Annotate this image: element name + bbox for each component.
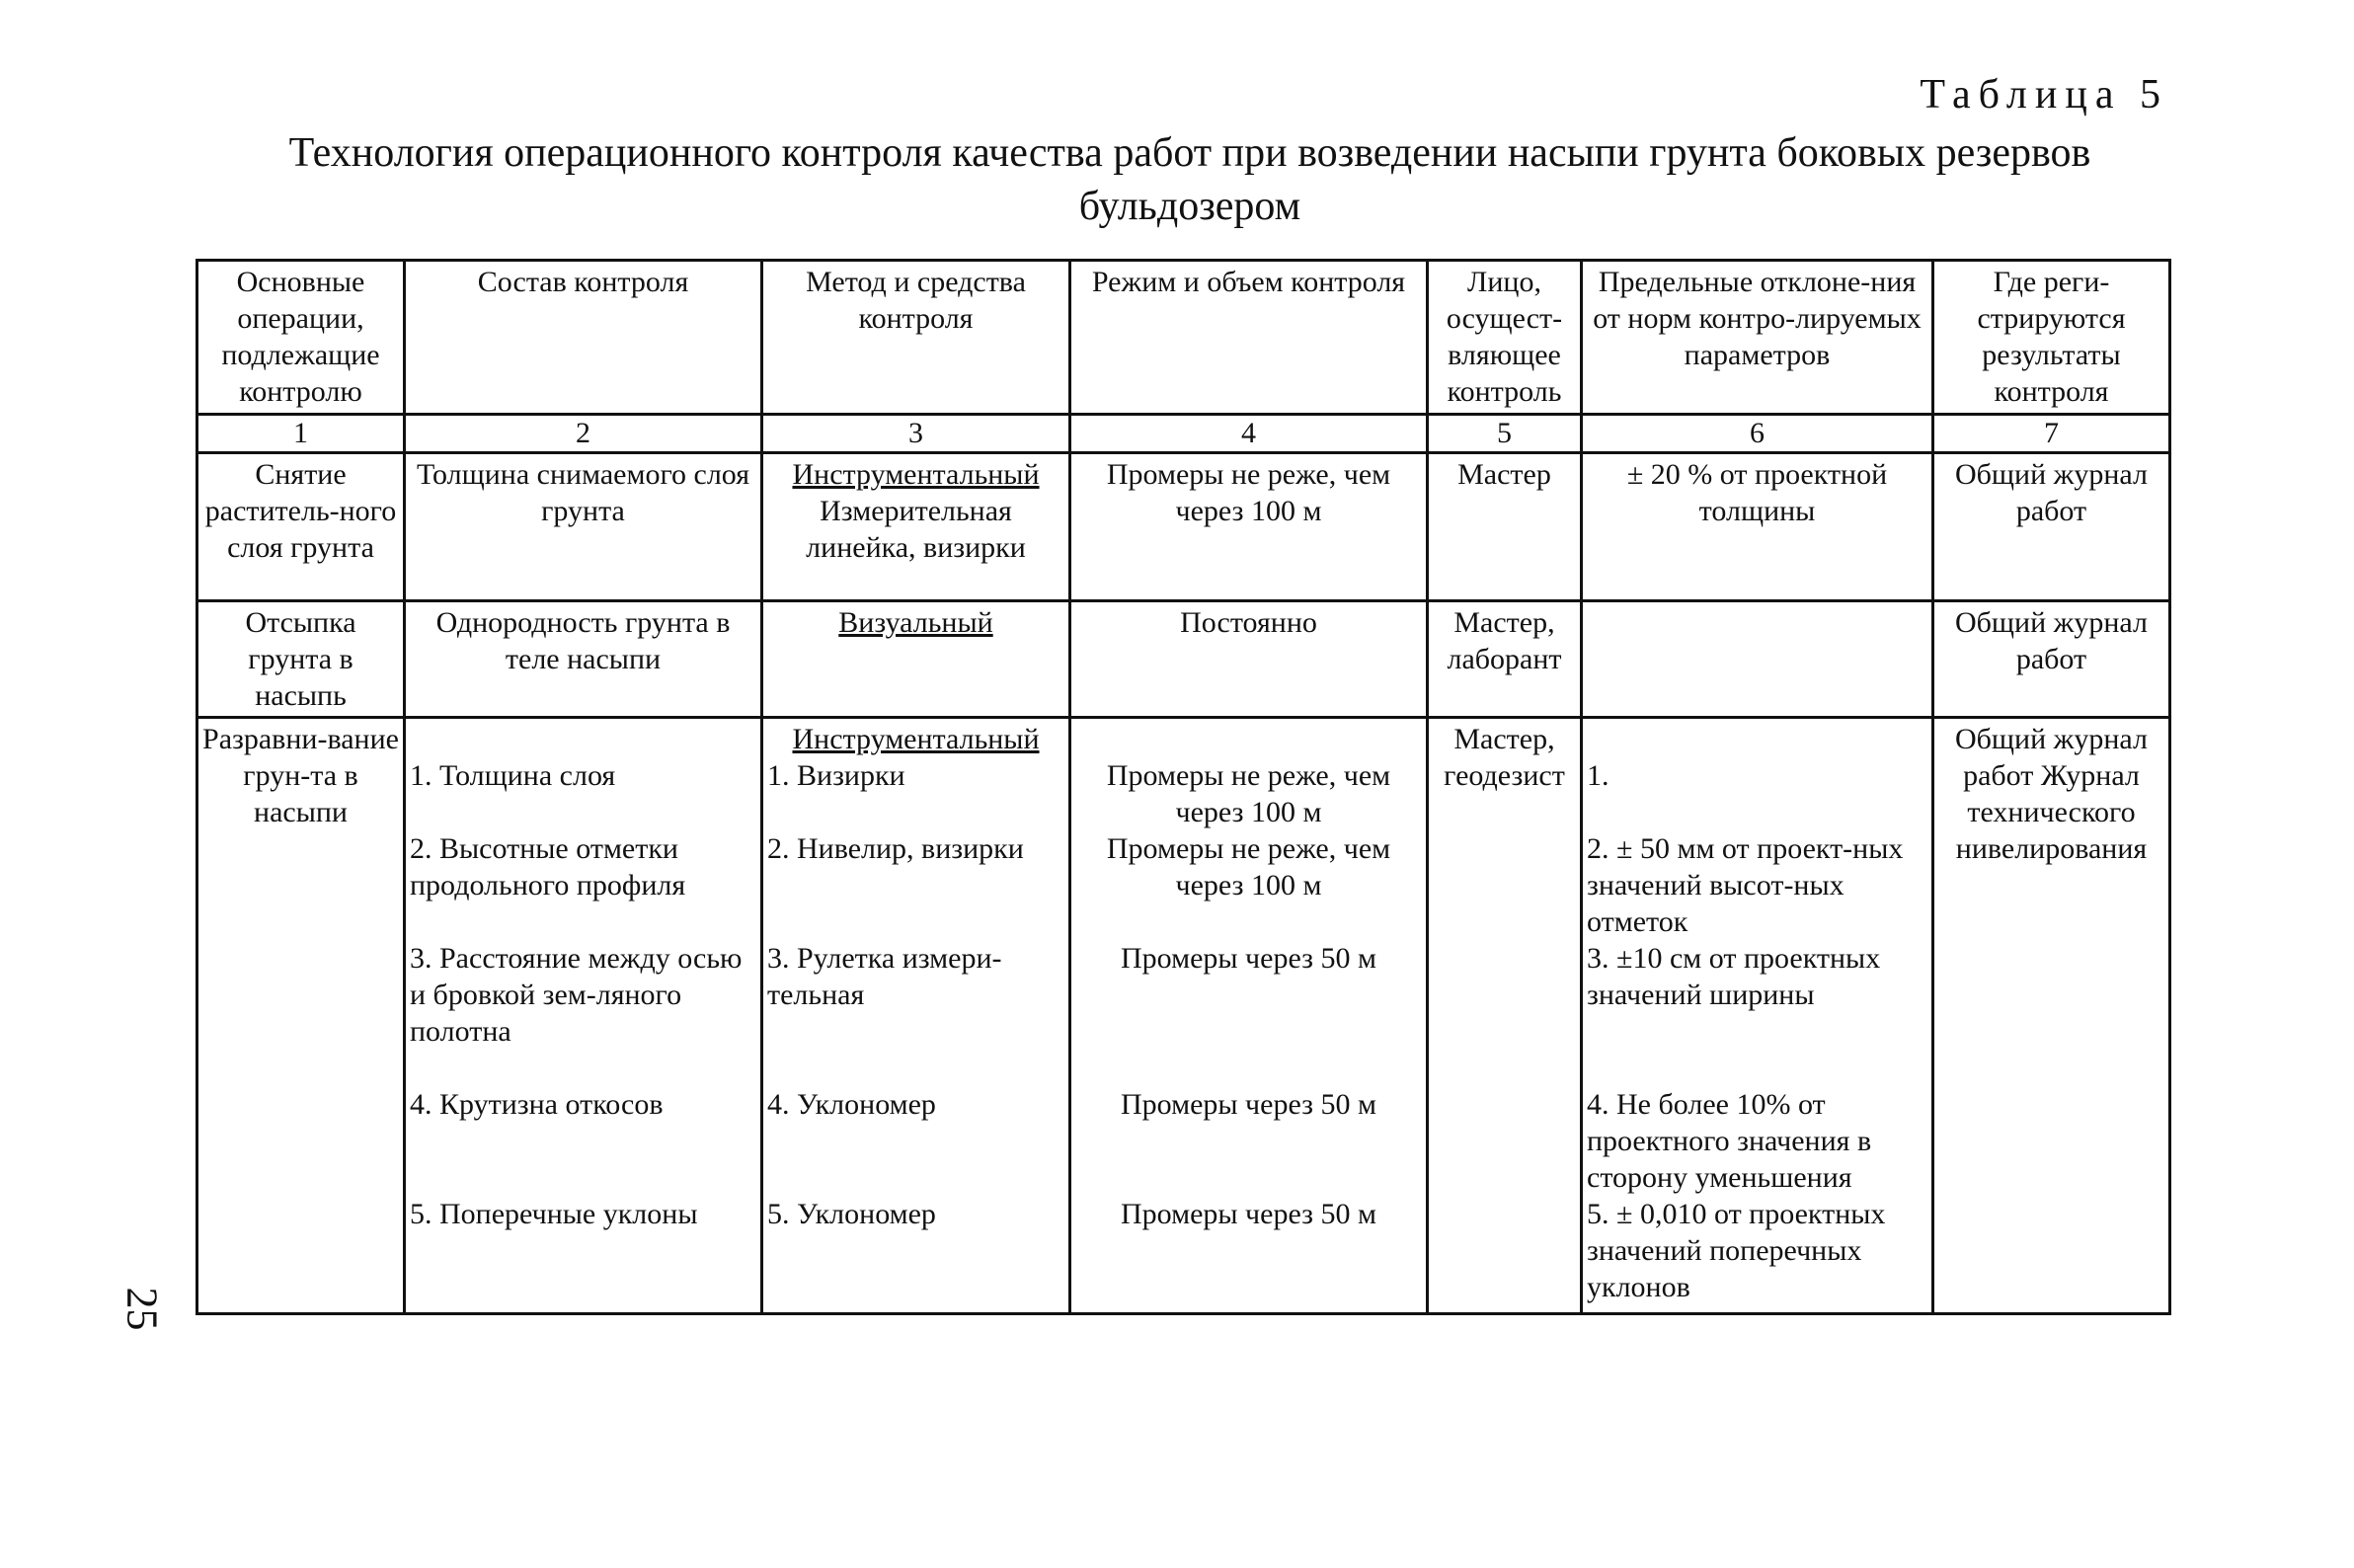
method-tools: Измерительная линейка, визирки xyxy=(806,495,1026,564)
table-number: Таблица 5 xyxy=(1920,72,2168,118)
person-cell: Мастер, лаборант xyxy=(1428,601,1582,718)
method-item: 4. Уклономер xyxy=(767,1088,936,1121)
method-type: Инструментальный xyxy=(792,458,1040,491)
table-row xyxy=(197,718,2170,1314)
registry-cell: Общий журнал работ Журнал технического нивелирования xyxy=(1933,718,2170,1314)
mode-item: Промеры через 50 м xyxy=(1121,1198,1376,1230)
mode-item: Промеры через 50 м xyxy=(1121,1088,1376,1121)
method-type: Визуальный xyxy=(838,606,993,639)
mode-cell xyxy=(1070,718,1428,1314)
registry-cell: Общий журнал работ xyxy=(1933,453,2170,601)
header-row xyxy=(197,261,2170,415)
column-number: 3 xyxy=(762,415,1070,453)
composition-cell: Однородность грунта в теле насыпи xyxy=(405,601,762,718)
method-cell xyxy=(762,601,1070,718)
column-header: Метод и средства контроля xyxy=(762,261,1070,415)
mode-item: Промеры через 50 м xyxy=(1121,942,1376,975)
table-row xyxy=(197,453,2170,601)
composition-item: 2. Высотные отметки продольного профиля xyxy=(410,832,686,902)
column-number: 6 xyxy=(1582,415,1933,453)
deviation-item: 3. ±10 см от проектных значений ширины xyxy=(1587,942,1881,1011)
column-header: Предельные отклоне-ния от норм контро-лируемых параметров xyxy=(1582,261,1933,415)
column-header: Где реги-стрируются результаты контроля xyxy=(1933,261,2170,415)
deviation-item: 1. xyxy=(1587,759,1609,792)
document-title: Технология операционного контроля качества работ при возведении насыпи грунта боковых резервов бульдозером xyxy=(288,130,2091,229)
composition-cell xyxy=(405,718,762,1314)
composition-item: 3. Расстояние между осью и бровкой зем-ляного полотна xyxy=(410,942,743,1048)
column-number: 5 xyxy=(1428,415,1582,453)
quality-control-table xyxy=(196,259,2171,1315)
mode-cell: Промеры не реже, чем через 100 м xyxy=(1070,453,1428,601)
method-cell xyxy=(762,453,1070,601)
composition-item: 1. Толщина слоя xyxy=(410,759,616,792)
operation-cell: Снятие раститель-ного слоя грунта xyxy=(197,453,405,601)
column-header: Лицо, осущест-вляющее контроль xyxy=(1428,261,1582,415)
method-item: 5. Уклономер xyxy=(767,1198,936,1230)
page-number: 25 xyxy=(118,1287,167,1331)
mode-item: Промеры не реже, чем через 100 м xyxy=(1106,832,1391,902)
deviation-cell xyxy=(1582,601,1933,718)
column-number: 2 xyxy=(405,415,762,453)
operation-cell: Отсыпка грунта в насыпь xyxy=(197,601,405,718)
column-number-row xyxy=(197,415,2170,453)
operation-cell: Разравни-вание грун-та в насыпи xyxy=(197,718,405,1314)
mode-cell: Постоянно xyxy=(1070,601,1428,718)
method-item: 1. Визирки xyxy=(767,759,905,792)
composition-item: 5. Поперечные уклоны xyxy=(410,1198,698,1230)
person-cell: Мастер xyxy=(1428,453,1582,601)
method-item: 2. Нивелир, визирки xyxy=(767,832,1024,865)
column-header: Режим и объем контроля xyxy=(1070,261,1428,415)
composition-cell: Толщина снимаемого слоя грунта xyxy=(405,453,762,601)
person-cell: Мастер, геодезист xyxy=(1428,718,1582,1314)
deviation-cell xyxy=(1582,718,1933,1314)
method-type: Инструментальный xyxy=(792,723,1040,755)
method-item: 3. Рулетка измери-тельная xyxy=(767,942,1002,1011)
deviation-item: 4. Не более 10% от проектного значения в сторону уменьшения xyxy=(1587,1088,1872,1194)
column-number: 7 xyxy=(1933,415,2170,453)
composition-item: 4. Крутизна откосов xyxy=(410,1088,664,1121)
deviation-cell: ± 20 % от проектной толщины xyxy=(1582,453,1933,601)
column-number: 1 xyxy=(197,415,405,453)
method-cell xyxy=(762,718,1070,1314)
column-header: Основные операции, подлежащие контролю xyxy=(197,261,405,415)
table-row xyxy=(197,601,2170,718)
column-header: Состав контроля xyxy=(405,261,762,415)
deviation-item: 2. ± 50 мм от проект-ных значений высот-ных отметок xyxy=(1587,832,1904,938)
deviation-item: 5. ± 0,010 от проектных значений поперечных уклонов xyxy=(1587,1198,1886,1303)
registry-cell: Общий журнал работ xyxy=(1933,601,2170,718)
column-number: 4 xyxy=(1070,415,1428,453)
mode-item: Промеры не реже, чем через 100 м xyxy=(1106,759,1391,828)
